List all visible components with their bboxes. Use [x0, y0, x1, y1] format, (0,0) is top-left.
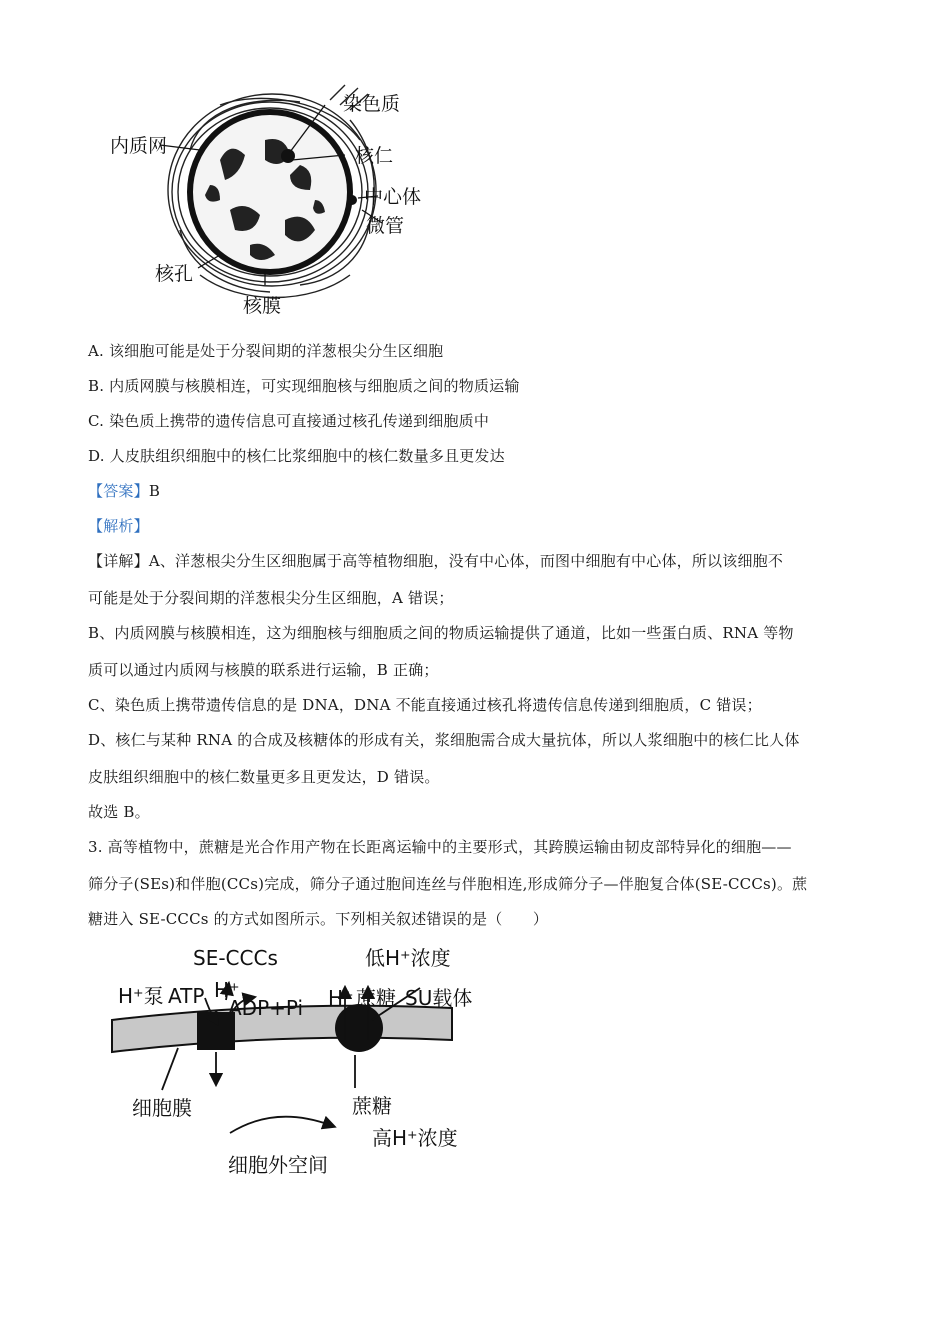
option-d: D. 人皮肤组织细胞中的核仁比浆细胞中的核仁数量多且更发达 [88, 447, 505, 465]
label-er: 内质网 [110, 135, 168, 157]
label-nucleolus: 核仁 [355, 145, 394, 167]
detail-conclusion: 故选 B。 [88, 803, 150, 821]
detail-line-2: 可能是处于分裂间期的洋葱根尖分生区细胞，A 错误； [88, 589, 454, 607]
answer-line [88, 480, 160, 502]
label-chromatin: 染色质 [343, 93, 401, 115]
detail-line-6: D、核仁与某种 RNA 的合成及核糖体的形成有关，浆细胞需合成大量抗体，所以人浆细胞中的核仁比人体 [88, 731, 800, 749]
label-h-pump: H⁺ [214, 978, 240, 1002]
option-c: C. 染色质上携带的遗传信息可直接通过核孔传递到细胞质中 [88, 412, 490, 430]
detail-line-5: C、染色质上携带遗传信息的是 DNA，DNA 不能直接通过核孔将遗传信息传递到细胞质，C 错误； [88, 696, 762, 714]
detail-line-7: 皮肤组织细胞中的核仁数量更多且更发达，D 错误。 [88, 768, 440, 786]
question3-line-1: 3. 高等植物中，蔗糖是光合作用产物在长距离运输中的主要形式，其跨膜运输由韧皮部特异化的细胞—— [88, 838, 792, 856]
label-sucrose-top: 蔗糖 [356, 986, 396, 1010]
label-se-cccs: SE-CCCs [193, 946, 278, 970]
label-atp: ATP [168, 984, 205, 1008]
detail-line-4: 质可以通过内质网与核膜的联系进行运输，B 正确； [88, 661, 439, 679]
detail-tag: 【详解】 [88, 552, 149, 570]
label-extracellular: 细胞外空间 [228, 1153, 328, 1177]
label-h-carrier: H⁺ [328, 986, 354, 1010]
label-pore: 核孔 [155, 263, 194, 285]
option-b: B. 内质网膜与核膜相连，可实现细胞核与细胞质之间的物质运输 [88, 377, 520, 395]
nucleus-diagram [100, 80, 440, 320]
sucrose-transport-diagram [100, 940, 500, 1190]
label-adp: ADP+Pi [228, 996, 304, 1020]
label-pump: H⁺泵 [118, 984, 164, 1008]
question3-line-3: 糖进入 SE-CCCs 的方式如图所示。下列相关叙述错误的是（ ） [88, 910, 549, 928]
detail-line-3: B、内质网膜与核膜相连，这为细胞核与细胞质之间的物质运输提供了通道，比如一些蛋白质、RNA 等物 [88, 624, 794, 642]
label-envelope: 核膜 [243, 295, 282, 317]
label-high-h: 高H⁺浓度 [372, 1126, 458, 1150]
label-membrane: 细胞膜 [132, 1096, 192, 1120]
label-low-h: 低H⁺浓度 [365, 946, 451, 970]
question3-line-2: 筛分子(SEs)和伴胞(CCs)完成，筛分子通过胞间连丝与伴胞相连,形成筛分子—伴胞复合体(SE-CCCs)。蔗 [88, 875, 808, 893]
answer-tag: 【答案】 [88, 482, 149, 500]
option-a: A. 该细胞可能是处于分裂间期的洋葱根尖分生区细胞 [88, 342, 444, 360]
detail-line-1 [88, 550, 783, 572]
label-sucrose-bottom: 蔗糖 [352, 1094, 392, 1118]
detail-text-1: A、洋葱根尖分生区细胞属于高等植物细胞，没有中心体，而图中细胞有中心体，所以该细胞不 [148, 552, 784, 570]
label-microtubule: 微管 [366, 215, 405, 237]
answer-value: B [148, 482, 161, 500]
label-centrosome: 中心体 [364, 186, 422, 208]
label-carrier: SU载体 [405, 986, 473, 1010]
analysis-tag: 【解析】 [88, 517, 149, 535]
